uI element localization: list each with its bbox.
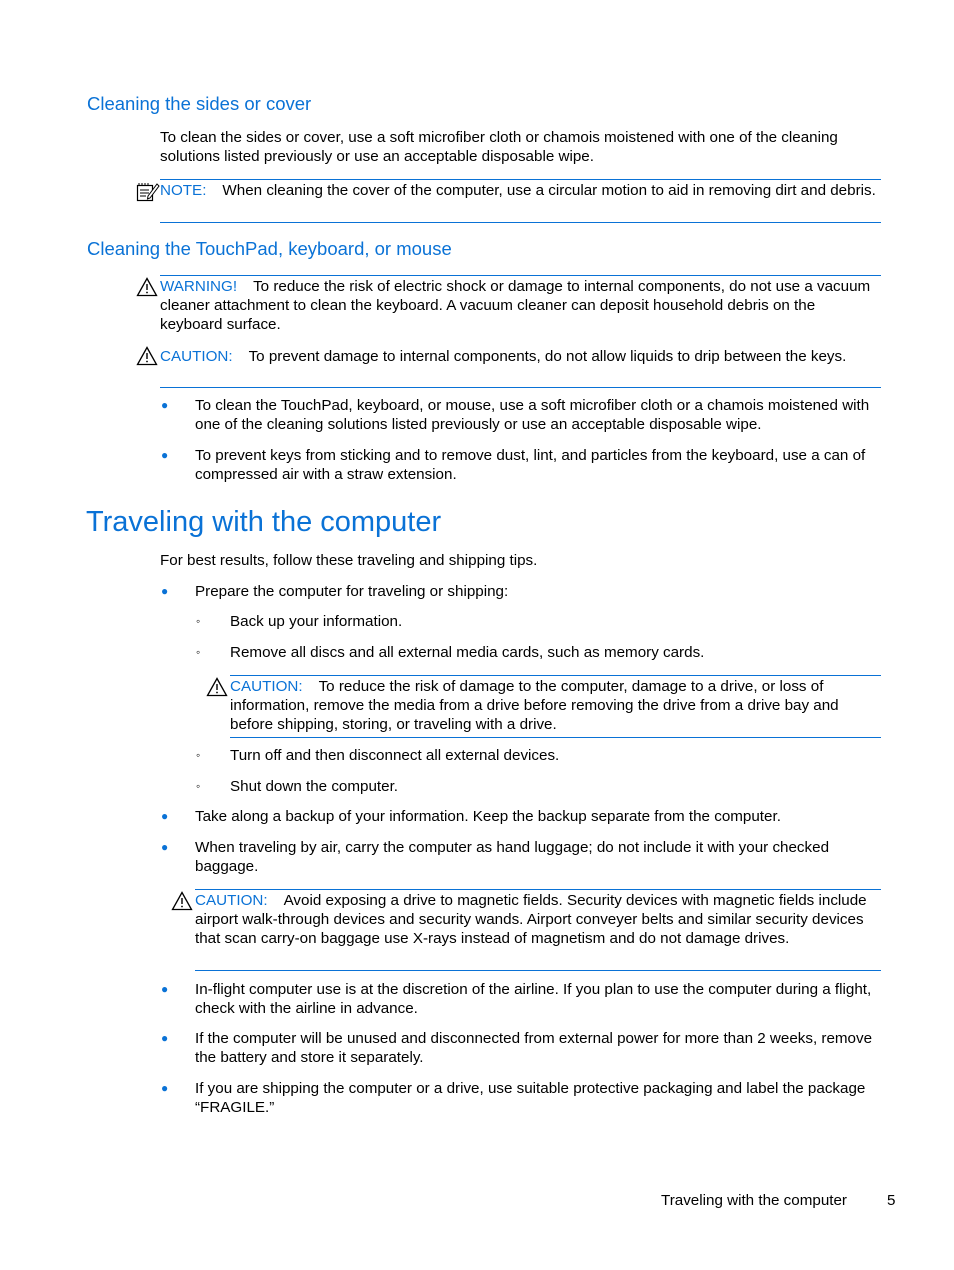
caution-text-block	[160, 346, 881, 366]
list-item: Prepare the computer for traveling or shipping:	[195, 583, 509, 600]
caution-triangle-icon	[136, 346, 158, 371]
sub-list-item: Remove all discs and all external media cards, such as memory cards.	[230, 644, 705, 661]
caution-text: To prevent damage to internal components, do not allow liquids to drip between the keys.	[248, 347, 847, 365]
sub-bullet-marker: ◦	[196, 748, 201, 762]
caution-label: CAUTION:	[230, 678, 303, 695]
page-title: Traveling with the computer	[86, 506, 442, 538]
sub-list-item: Back up your information.	[230, 613, 403, 630]
caution-box	[195, 889, 881, 971]
sub-bullet-marker: ◦	[196, 614, 201, 628]
list-item: In-flight computer use is at the discretion of the airline. If you plan to use the computer during a flight, check with the airline in advance.	[195, 981, 872, 1018]
sub-bullet-marker: ◦	[196, 779, 201, 793]
caution-text: Avoid exposing a drive to magnetic fields. Security devices with magnetic fields include airport walk-through devices and security wands. Airport conveyer belts and similar security devices that scan carry-on baggage use X-rays instead of magnetism and do not damage drives.	[195, 892, 867, 948]
bullet-marker: ●	[161, 840, 169, 854]
caution-label: CAUTION:	[195, 892, 268, 909]
list-item: If the computer will be unused and disconnected from external power for more than 2 weeks, remove the battery and store it separately.	[195, 1030, 873, 1067]
warning-text: To reduce the risk of electric shock or damage to internal components, do not use a vacuum cleaner attachment to clean the keyboard. A vacuum cleaner can deposit household debris on the keyboard surface.	[160, 278, 871, 334]
list-item: Take along a backup of your information. Keep the backup separate from the computer.	[195, 808, 781, 825]
warning-triangle-icon	[136, 277, 158, 302]
bullet-marker: ●	[161, 398, 169, 412]
list-item: To clean the TouchPad, keyboard, or mouse, use a soft microfiber cloth or a chamois moistened with one of the cleaning solutions listed previously or use an acceptable disposable wipe.	[195, 397, 870, 434]
caution-text-block	[230, 676, 881, 735]
sub-list-item: Turn off and then disconnect all external devices.	[230, 747, 560, 764]
list-item: To prevent keys from sticking and to remove dust, lint, and particles from the keyboard, use a can of compressed air with a straw extension.	[195, 447, 866, 484]
bullet-marker: ●	[161, 448, 169, 462]
section-heading-cleaning-sides: Cleaning the sides or cover	[87, 93, 312, 114]
section-heading-cleaning-touchpad: Cleaning the TouchPad, keyboard, or mouse	[87, 238, 452, 259]
list-item: When traveling by air, carry the computer as hand luggage; do not include it with your checked baggage.	[195, 839, 830, 876]
caution-triangle-icon	[171, 891, 193, 916]
sub-list-item: Shut down the computer.	[230, 778, 399, 795]
note-text: When cleaning the cover of the computer, use a circular motion to aid in removing dirt and debris.	[222, 182, 876, 199]
note-text-block	[160, 180, 881, 200]
bullet-marker: ●	[161, 1031, 169, 1045]
bullet-marker: ●	[161, 982, 169, 996]
sub-bullet-marker: ◦	[196, 645, 201, 659]
caution-text: To reduce the risk of damage to the computer, damage to a drive, or loss of information, remove the media from a drive before removing the drive from a drive bay and before shipping, storing, or traveling with a drive.	[230, 678, 839, 734]
page-number: 5	[887, 1192, 896, 1209]
caution-label: CAUTION:	[160, 347, 233, 365]
paragraph-cleaning-sides: To clean the sides or cover, use a soft microfiber cloth or chamois moistened with one of the cleaning solutions listed previously or use an acceptable disposable wipe.	[160, 129, 838, 166]
list-item: If you are shipping the computer or a drive, use suitable protective packaging and label the package “FRAGILE.”	[195, 1080, 866, 1117]
note-label: NOTE:	[160, 182, 207, 199]
caution-box	[230, 675, 881, 738]
bullet-marker: ●	[161, 809, 169, 823]
warning-label: WARNING!	[160, 278, 238, 295]
note-icon	[136, 181, 160, 208]
intro-paragraph: For best results, follow these traveling and shipping tips.	[160, 552, 538, 569]
warning-text-block	[160, 276, 881, 335]
bullet-marker: ●	[161, 584, 169, 598]
footer-title: Traveling with the computer	[661, 1192, 847, 1209]
warning-caution-box	[160, 275, 881, 388]
caution-triangle-icon	[206, 677, 228, 702]
bullet-marker: ●	[161, 1081, 169, 1095]
caution-text-block	[195, 890, 881, 949]
note-box	[160, 179, 881, 223]
